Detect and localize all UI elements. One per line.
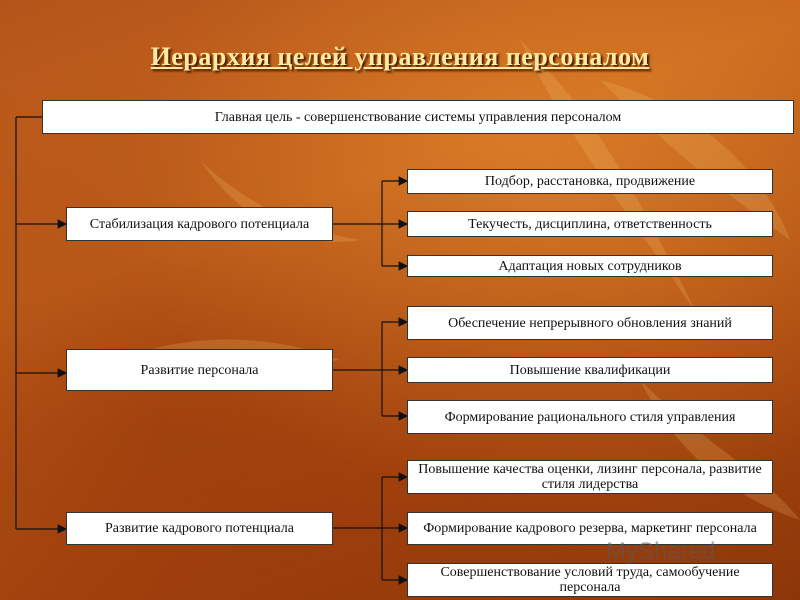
- group-label: Развитие персонала: [140, 362, 259, 378]
- item-label: Адаптация новых сотрудников: [498, 258, 682, 274]
- item-box: [407, 357, 773, 383]
- item-label: Подбор, расстановка, продвижение: [484, 174, 696, 189]
- group-label: Стабилизация кадрового потенциала: [89, 216, 310, 232]
- main-goal-label: Главная цель - совершенствование системы управления персоналом: [214, 109, 622, 125]
- item-label: Совершенствование условий труда, самообучение персонала: [440, 565, 740, 595]
- item-label: Обеспечение непрерывного обновления знаний: [448, 315, 732, 331]
- item-label: Текучесть, дисциплина, ответственность: [468, 216, 712, 232]
- item-box: [407, 169, 773, 194]
- group-label: Развитие кадрового потенциала: [105, 521, 294, 536]
- page-title: Иерархия целей управления персоналом: [150, 42, 650, 71]
- item-box: [407, 255, 773, 277]
- item-box: [407, 512, 773, 545]
- item-box: [407, 400, 773, 434]
- group-box-stabilization: [66, 207, 333, 241]
- group-box-potential-development: [66, 512, 333, 545]
- watermark: MyShared: [606, 538, 716, 565]
- item-box: [407, 563, 773, 597]
- item-label: Формирование рационального стиля управления: [444, 409, 736, 425]
- item-label: Повышение качества оценки, лизинг персонала, развитие стиля лидерства: [418, 462, 762, 492]
- item-box: [407, 211, 773, 237]
- item-box: [407, 460, 773, 494]
- item-label: Повышение квалификации: [509, 362, 671, 378]
- item-box: [407, 306, 773, 340]
- main-goal-box: [42, 100, 794, 134]
- group-box-staff-development: [66, 349, 333, 391]
- item-label: Формирование кадрового резерва, маркетинг персонала: [423, 521, 757, 536]
